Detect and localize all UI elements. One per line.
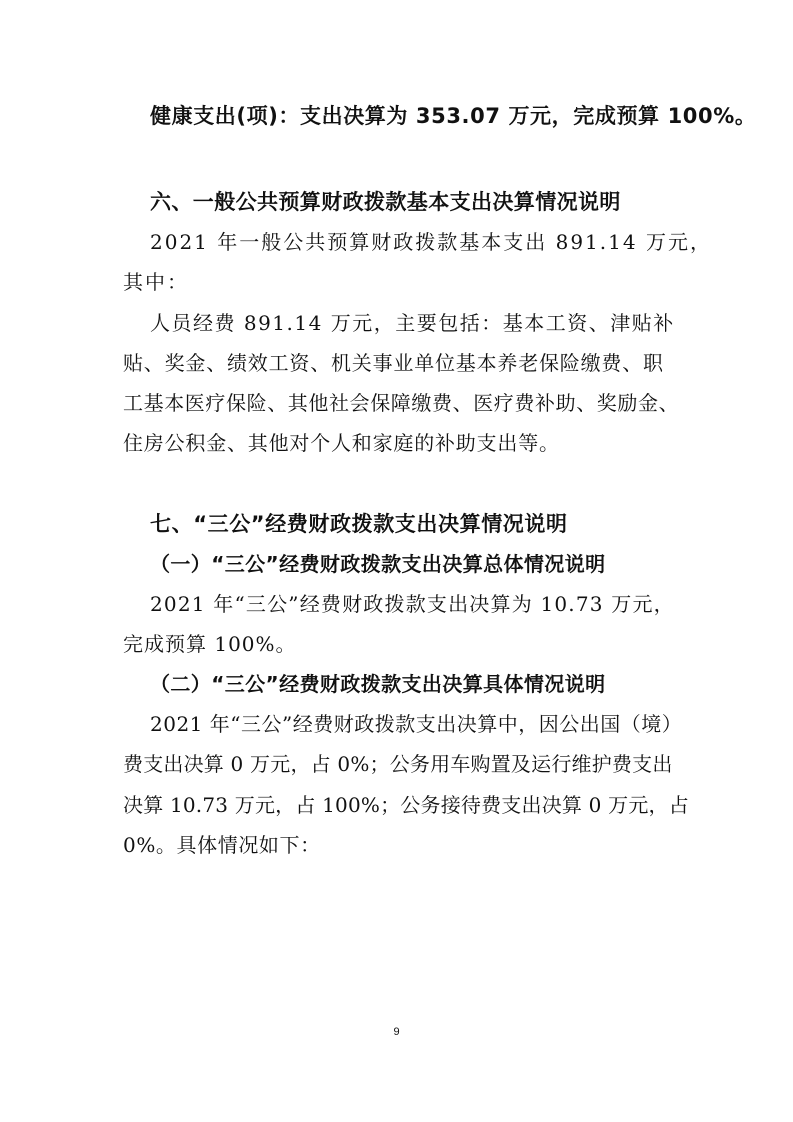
section-six-heading: 六、一般公共预算财政拨款基本支出决算情况说明 (150, 190, 621, 214)
subsection-two-heading: （二）“三公”经费财政拨款支出决算具体情况说明 (150, 672, 606, 696)
personnel-expense-line-4: 住房公积金、其他对个人和家庭的补助支出等。 (123, 431, 560, 455)
section-seven-heading: 七、“三公”经费财政拨款支出决算情况说明 (150, 512, 568, 536)
subsection-one-heading: （一）“三公”经费财政拨款支出决算总体情况说明 (150, 552, 606, 576)
specific-expense-line-4: 0%。具体情况如下： (123, 833, 321, 857)
personnel-expense-line-1: 人员经费 891.14 万元，主要包括：基本工资、津贴补 (150, 311, 675, 335)
specific-expense-line-2: 费支出决算 0 万元，占 0%；公务用车购置及运行维护费支出 (123, 752, 673, 776)
basic-expenditure-line-2: 其中： (123, 270, 189, 294)
specific-expense-line-1: 2021 年“三公”经费财政拨款支出决算中，因公出国（境） (150, 712, 683, 736)
personnel-expense-line-3: 工基本医疗保险、其他社会保障缴费、医疗费补助、奖励金、 (123, 391, 680, 415)
page-number: 9 (393, 1026, 400, 1038)
overall-expense-line-2: 完成预算 100%。 (123, 632, 297, 656)
specific-expense-line-3: 决算 10.73 万元，占 100%；公务接待费支出决算 0 万元，占 (123, 793, 689, 817)
overall-expense-line-1: 2021 年“三公”经费财政拨款支出决算为 10.73 万元， (150, 592, 675, 616)
personnel-expense-line-2: 贴、奖金、绩效工资、机关事业单位基本养老保险缴费、职 (123, 351, 664, 375)
basic-expenditure-line-1: 2021 年一般公共预算财政拨款基本支出 891.14 万元， (150, 230, 712, 254)
health-expenditure-line: 健康支出(项)：支出决算为 353.07 万元，完成预算 100%。 (150, 104, 757, 128)
